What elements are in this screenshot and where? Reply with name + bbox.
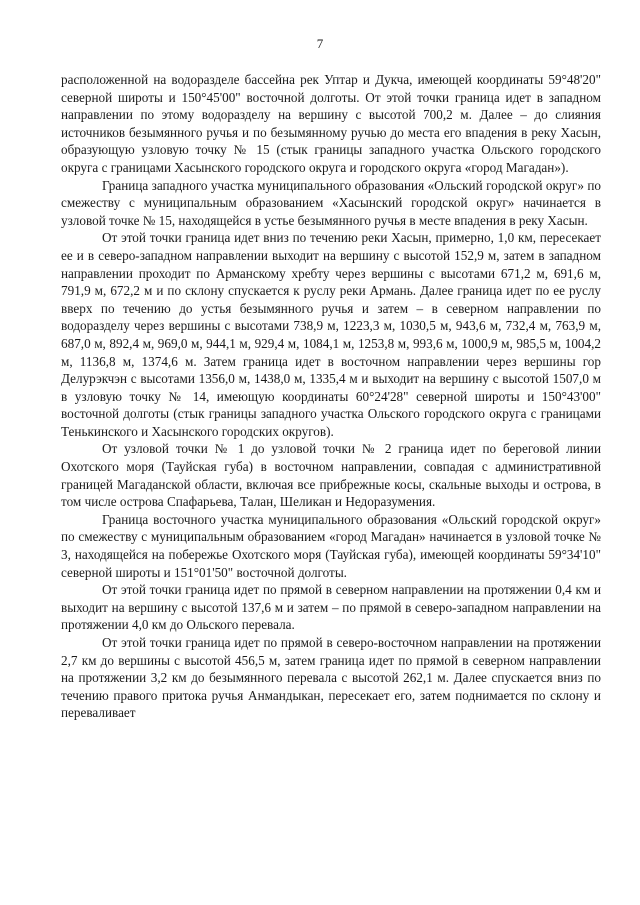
page-number: 7 (316, 36, 324, 51)
paragraph-western-boundary-route: От этой точки граница идет вниз по течению реки Хасын, примерно, 1,0 км, пересекает ее и в северо-западном направлении выходит на вершину с высотой 152,9 м, затем в западном направлении проходит по Арманскому хребту через вершины с высотами 671,2 м, 691,6 м, 791,9 м, 672,2 м и по склону спускается к руслу реки Армань. Далее граница идет по ее руслу вверх по течению до устья безымянного ручья и затем – в северном направлении по водоразделу через вершины с высотами 738,9 м, 1223,3 м, 1030,5 м, 943,6 м, 732,4 м, 763,9 м, 687,0 м, 892,4 м, 969,0 м, 944,1 м, 929,4 м, 1084,1 м, 1253,8 м, 993,6 м, 1000,9 м, 985,5 м, 1004,2 м, 1136,8 м, 1374,6 м. Затем граница идет в восточном направлении через вершины гор Делурэкчэн с высотами 1356,0 м, 1438,0 м, 1335,4 м и выходит на вершину с высотой 1507,0 м в узловую точку № 14, имеющую координаты 60°24'28" северной широты и 150°43'00" восточной долготы (стык границы западного участка Ольского городского округа с границами Тенькинского и Хасынского городских округов). (61, 230, 601, 439)
paragraph-eastern-boundary-start: Граница восточного участка муниципального образования «Ольский городской округ» по смежеству с муниципальным образованием «город Магадан» начинается в узловой точке № 3, находящейся на побережье Охотского моря (Тауйская губа), имеющей координаты 59°34'10" северной широты и 151°01'50" восточной долготы. (61, 511, 601, 580)
paragraph-continuation: расположенной на водоразделе бассейна рек Уптар и Дукча, имеющей координаты 59°48'20" северной широты и 150°45'00" восточной долготы. От этой точки граница идет в западном направлении по этому водоразделу на вершину с высотой 700,2 м. Далее – до слияния источников безымянного ручья и по безымянному ручью до места его впадения в реку Хасын, образующую узловую точку № 15 (стык границы западного участка Ольского городского округа с границами Хасынского городского округа и городского округа «город Магадан»). (61, 72, 601, 175)
paragraph-western-boundary-start: Граница западного участка муниципального образования «Ольский городской округ» по смежеству с муниципальным образованием «Хасынский городской округ» начинается в узловой точке № 15, находящейся в устье безымянного ручья в месте впадения в реку Хасын. (61, 177, 601, 228)
paragraph-eastern-boundary-northeast: От этой точки граница идет по прямой в северо-восточном направлении на протяжении 2,7 км до вершины с высотой 456,5 м, затем граница идет по прямой в северном направлении на протяжении 3,2 км до безымянного перевала с высотой 262,1 м. Далее спускается вниз по течению правого притока ручья Анмандыкан, пересекает его, затем поднимается по склону и переваливает (61, 635, 601, 721)
paragraph-eastern-boundary-north: От этой точки граница идет по прямой в северном направлении на протяжении 0,4 км и выходит на вершину с высотой 137,6 м и затем – по прямой в северо-западном направлении на протяжении 4,0 км до Ольского перевала. (61, 582, 601, 633)
paragraph-coastline-boundary: От узловой точки № 1 до узловой точки № 2 граница идет по береговой линии Охотского моря (Тауйская губа) в восточном направлении, совпадая с административной границей Магаданской области, включая все прибрежные косы, скальные выходы и острова, в том числе острова Спафарьева, Талан, Шеликан и Недоразумения. (61, 441, 601, 510)
document-body (61, 71, 601, 722)
